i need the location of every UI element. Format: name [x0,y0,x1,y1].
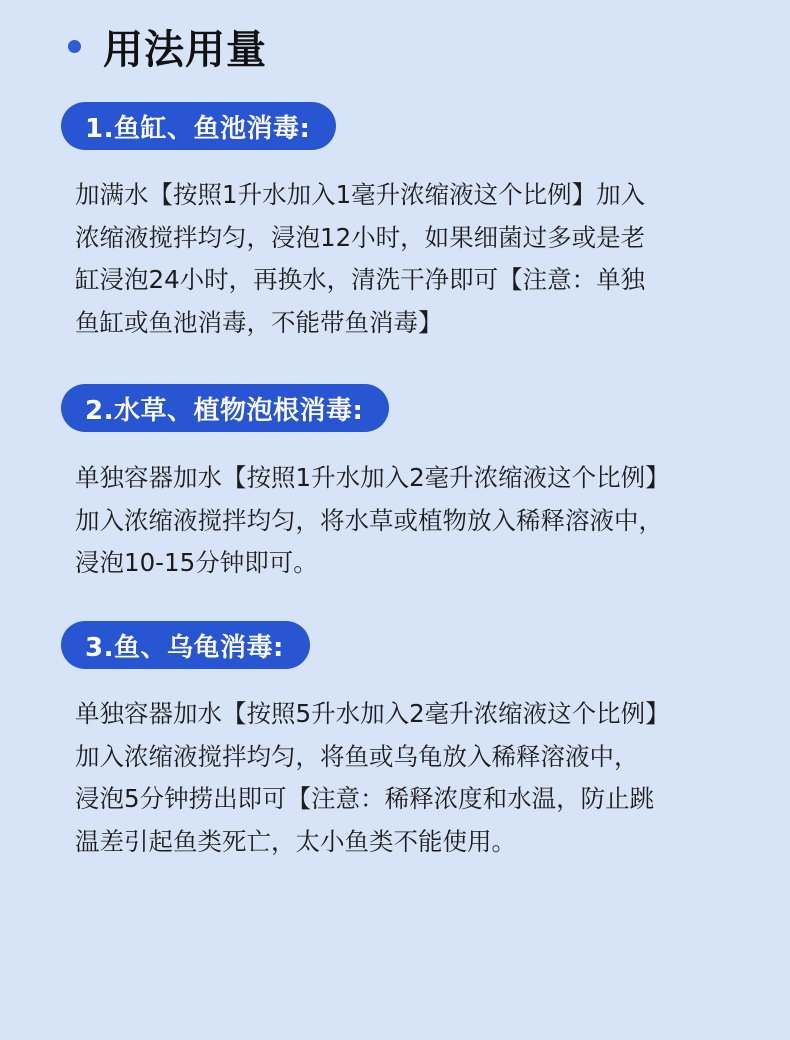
text-line: 鱼缸或鱼池消毒，不能带鱼消毒】 [75,307,443,337]
text-line: 浸泡5分钟捞出即可【注意：稀释浓度和水温，防止跳 [75,784,655,813]
text-line: 单独容器加水【按照1升水加入2毫升浓缩液这个比例】 [75,463,670,492]
section-heading-plants: 2.水草、植物泡根消毒: [61,384,389,432]
section-body-fish-turtle [75,693,745,863]
text-line: 单独容器加水【按照5升水加入2毫升浓缩液这个比例】 [75,699,670,728]
section-heading-fish-turtle: 3.鱼、乌龟消毒: [61,621,310,669]
text-line: 温差引起鱼类死亡，太小鱼类不能使用。 [75,826,516,856]
page-title [68,18,267,75]
text-line: 浓缩液搅拌均匀，浸泡12小时，如果细菌过多或是老 [75,222,646,252]
section-body-plants [75,457,745,585]
section-heading-fish-tank: 1.鱼缸、鱼池消毒: [61,102,336,150]
text-line: 加满水【按照1升水加入1毫升浓缩液这个比例】加入 [75,180,646,209]
text-line: 加入浓缩液搅拌均匀，将水草或植物放入稀释溶液中， [75,505,663,535]
page-title-text: 用法用量 [103,27,267,73]
section-body-fish-tank [75,174,745,344]
text-line: 缸浸泡24小时，再换水，清洗干净即可【注意：单独 [75,265,646,294]
text-line: 加入浓缩液搅拌均匀，将鱼或乌龟放入稀释溶液中， [75,741,639,771]
text-line: 浸泡10-15分钟即可。 [75,548,318,577]
bullet-dot-icon [68,40,81,53]
